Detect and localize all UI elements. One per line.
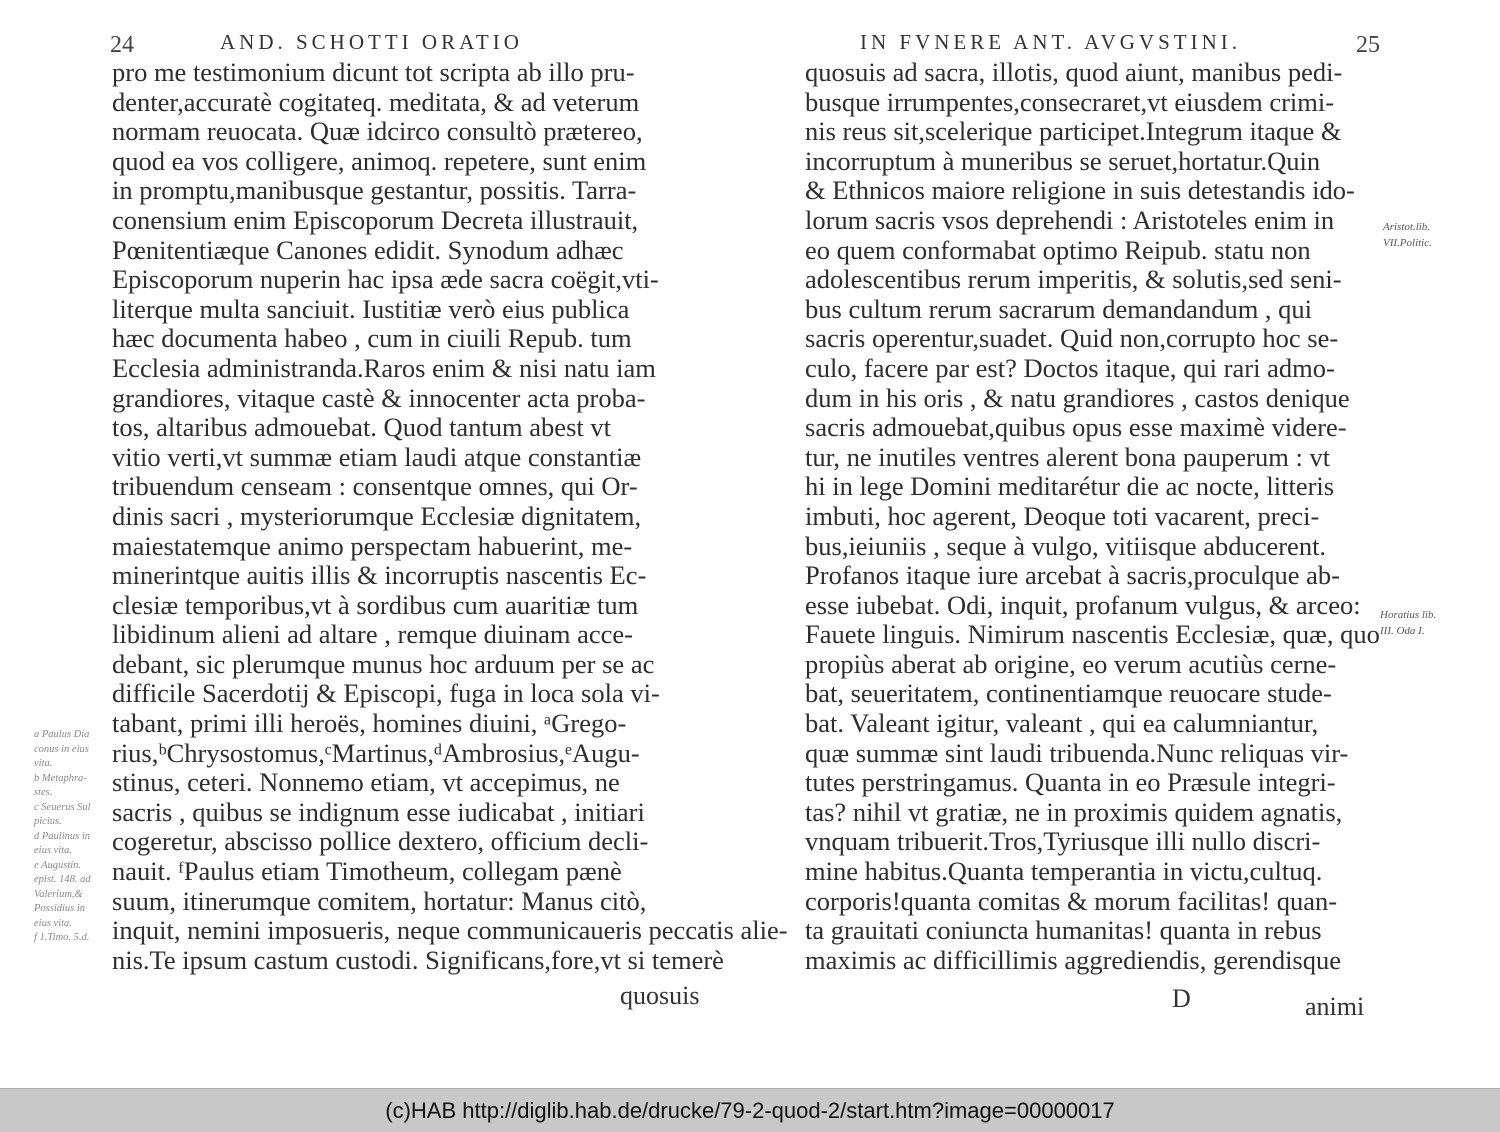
- text-line: bat. Valeant igitur, valeant , qui ea calumniantur,: [805, 708, 1319, 739]
- text-line: lorum sacris vsos deprehendi : Aristoteles enim in: [805, 204, 1335, 235]
- text-line: quosuis ad sacra, illotis, quod aiunt, manibus pedi-: [805, 57, 1343, 87]
- text-line: Pœnitentiæque Canones edidit. Synodum adhæc: [112, 234, 624, 265]
- right-catchword: animi: [1305, 992, 1365, 1021]
- text-line: hæc documenta habeo , cum in ciuili Repub. tum: [112, 323, 632, 354]
- text-line: tas? nihil vt gratiæ, ne in proximis quidem agnatis,: [805, 796, 1343, 827]
- text-line: tribuendum censeam : consentque omnes, qui Or-: [112, 471, 638, 502]
- text-line: pro me testimonium dicunt tot scripta ab illo pru-: [112, 57, 635, 87]
- text-line: vnquam tribuerit.Tros,Tyriusque illi nullo discri-: [805, 826, 1321, 857]
- margin-note-line: d Paulinus in: [34, 830, 91, 842]
- text-line: incorruptum à muneribus se seruet,hortatur.Quin: [805, 145, 1321, 176]
- left-body-text: [112, 58, 788, 975]
- text-line: grandiores, vitaque castè & innocenter acta proba-: [112, 382, 646, 413]
- left-catchword: quosuis: [620, 981, 700, 1010]
- text-line: normam reuocata. Quæ idcirco consultò prætereo,: [112, 116, 643, 147]
- margin-note-line: f 1.Timo. 5.d.: [34, 932, 90, 943]
- text-line: clesiæ temporibus,vt à sordibus cum auaritiæ tum: [112, 589, 639, 620]
- text-line: mine habitus.Quanta temperantia in victu,cultuq.: [805, 856, 1323, 887]
- text-line: tur, ne inutiles ventres alerent bona pauperum : vt: [805, 441, 1331, 472]
- margin-note-line: VII.Politic.: [1383, 237, 1432, 249]
- text-line: & Ethnicos maiore religione in suis detestandis ido-: [805, 175, 1355, 206]
- margin-note-line: a Paulus Dia: [34, 729, 90, 740]
- margin-note-line: vita.: [34, 758, 53, 769]
- margin-note-line: Horatius lib.: [1380, 609, 1437, 621]
- text-line: imbuti, hoc agerent, Deoque toti vacarent, preci-: [805, 500, 1320, 531]
- left-running-header: AND. SCHOTTI ORATIO: [220, 30, 523, 54]
- margin-note-line: e Augustin.: [34, 859, 82, 871]
- text-line: dum in his oris , & natu grandiores , castos denique: [805, 382, 1350, 413]
- text-line: sacris operentur,suadet. Quid non,corrupto hoc se-: [805, 323, 1339, 354]
- signature-mark: D: [1172, 984, 1191, 1013]
- text-line: quod ea vos colligere, animoq. repetere, sunt enim: [112, 145, 647, 176]
- text-line: nis reus sit,scelerique participet.Integrum itaque &: [805, 116, 1342, 147]
- text-line: corporis!quanta comitas & morum facilitas! quan-: [805, 885, 1338, 916]
- text-line: ta grauitati coniuncta humanitas! quanta in rebus: [805, 915, 1322, 946]
- text-line: propiùs aberat ab origine, eo verum acutiùs cerne-: [805, 648, 1337, 679]
- right-body-text: [805, 58, 1380, 975]
- text-line: rius,ᵇChrysostomus,ᶜMartinus,ᵈAmbrosius,ᵉAugu-: [112, 737, 640, 768]
- margin-note-line: picius.: [34, 816, 62, 827]
- text-line: esse iubebat. Odi, inquit, profanum vulgus, & arceo:: [805, 589, 1361, 620]
- text-line: eo quem conformabat optimo Reipub. statu non: [805, 234, 1311, 265]
- text-line: adolescentibus rerum imperitis, & solutis,sed seni-: [805, 264, 1342, 295]
- text-line: tabant, primi illi heroës, homines diuini, ᵃGrego-: [112, 708, 627, 739]
- text-line: suum, itinerumque comitem, hortatur: Manus citò,: [112, 885, 647, 916]
- text-line: denter,accuratè cogitateq. meditata, & ad veterum: [112, 86, 640, 117]
- left-margin-notes: [34, 728, 91, 946]
- right-page-number: 25: [1356, 32, 1380, 58]
- right-page: [750, 0, 1500, 1088]
- text-line: literque multa sanciuit. Iustitiæ verò eius publica: [112, 293, 630, 324]
- right-running-header: IN FVNERE ANT. AVGVSTINI.: [860, 30, 1241, 54]
- text-line: busque irrumpentes,consecraret,vt eiusdem crimi-: [805, 86, 1335, 117]
- margin-note-line: Possidius in: [34, 903, 86, 914]
- text-line: tos, altaribus admouebat. Quod tantum abest vt: [112, 412, 611, 443]
- margin-note-line: c Seuerus Sul: [34, 801, 91, 813]
- margin-note-line: III. Oda I.: [1380, 625, 1425, 637]
- text-line: maiestatemque animo perspectam habuerint, me-: [112, 530, 633, 561]
- text-line: in promptu,manibusque gestantur, possitis. Tarra-: [112, 175, 637, 206]
- text-line: debant, sic plerumque munus hoc arduum per se ac: [112, 648, 655, 679]
- text-line: bus,ieiuniis , seque à vulgo, vitiisque abducerent.: [805, 530, 1327, 561]
- margin-note-horace: [1380, 607, 1436, 639]
- margin-note-line: eius vita.: [34, 845, 72, 856]
- text-line: Ecclesia administranda.Raros enim & nisi natu iam: [112, 352, 656, 383]
- text-line: Episcoporum nuperin hac ipsa æde sacra coëgit,vti-: [112, 264, 659, 295]
- margin-note-line: stes.: [34, 787, 53, 798]
- text-line: difficile Sacerdotij & Episcopi, fuga in loca sola vi-: [112, 678, 660, 709]
- text-line: conensium enim Episcoporum Decreta illustrauit,: [112, 204, 639, 235]
- text-line: maximis ac difficillimis aggrediendis, gerendisque: [805, 944, 1342, 975]
- text-line: cogeretur, abscisso pollice dextero, officium decli-: [112, 826, 649, 857]
- footer-copyright-url[interactable]: (c)HAB http://diglib.hab.de/drucke/79-2-quod-2/start.htm?image=00000017: [385, 1097, 1115, 1123]
- text-line: inquit, nemini imposueris, neque communicaueris peccatis alie-: [112, 915, 788, 946]
- text-line: stinus, ceteri. Nonnemo etiam, vt accepimus, ne: [112, 767, 620, 798]
- margin-note-line: b Metaphra-: [34, 772, 87, 784]
- text-line: vitio verti,vt summæ etiam laudi atque constantiæ: [112, 441, 642, 472]
- text-line: libidinum alieni ad altare , remque diuinam acce-: [112, 619, 633, 650]
- text-line: culo, facere par est? Doctos itaque, qui rari admo-: [805, 352, 1335, 383]
- text-line: tutes perstringamus. Quanta in eo Præsule integri-: [805, 767, 1336, 798]
- text-line: bus cultum rerum sacrarum demandandum , qui: [805, 293, 1313, 324]
- margin-note-line: conus in eius: [34, 743, 89, 755]
- margin-note-aristotle: [1383, 219, 1432, 251]
- text-line: minerintque auitis illis & incorruptis nascentis Ec-: [112, 560, 647, 591]
- text-line: bat, seueritatem, continentiamque reuocare stude-: [805, 678, 1332, 709]
- text-line: nauit. ᶠPaulus etiam Timotheum, collegam pænè: [112, 856, 622, 887]
- left-page-number: 24: [110, 32, 134, 58]
- margin-note-line: Valerium,&: [34, 888, 83, 900]
- margin-note-line: epist. 148. ad: [34, 874, 91, 885]
- footer-bar: [0, 1088, 1500, 1132]
- text-line: nis.Te ipsum castum custodi. Significans,fore,vt si temerè: [112, 944, 724, 975]
- text-line: quæ summæ sint laudi tribuenda.Nunc reliquas vir-: [805, 737, 1349, 768]
- text-line: dinis sacri , mysteriorumque Ecclesiæ dignitatem,: [112, 500, 642, 531]
- text-line: Profanos itaque iure arcebat à sacris,proculque ab-: [805, 560, 1340, 591]
- text-line: sacris admouebat,quibus opus esse maximè videre-: [805, 412, 1347, 443]
- margin-note-line: Aristot.lib.: [1383, 221, 1431, 233]
- text-line: sacris , quibus se indignum esse iudicabat , initiari: [112, 796, 645, 827]
- margin-note-line: eius vita.: [34, 917, 72, 929]
- text-line: Fauete linguis. Nimirum nascentis Ecclesiæ, quæ, quo: [805, 619, 1380, 650]
- text-line: hi in lege Domini meditarétur die ac nocte, litteris: [805, 471, 1335, 502]
